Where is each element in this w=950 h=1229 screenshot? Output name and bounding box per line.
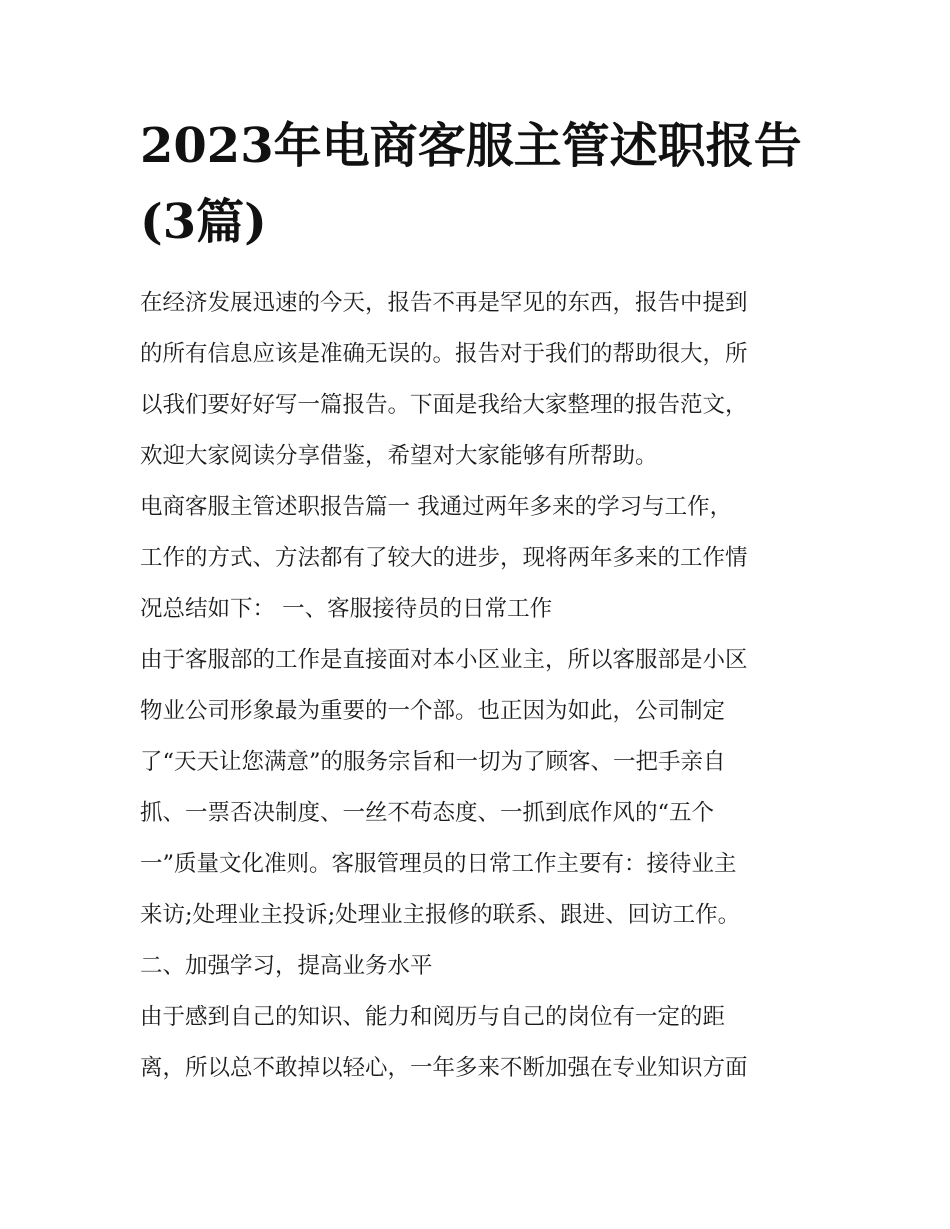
body-line-6: 工作的方式、方法都有了较大的进步，现将两年多来的工作情 xyxy=(140,545,748,571)
title-line-1: 2023年电商客服主管述职报告 xyxy=(140,118,802,174)
document-body xyxy=(140,278,820,1094)
body-line-7: 况总结如下： 一、客服接待员的日常工作 xyxy=(140,596,553,622)
body-line-16: 离，所以总不敢掉以轻心，一年多来不断加强在专业知识方面 xyxy=(140,1055,748,1081)
body-line-9: 物业公司形象最为重要的一个部。也正因为如此，公司制定 xyxy=(140,698,726,724)
body-line-14: 二、加强学习，提高业务水平 xyxy=(140,953,433,979)
body-line-8: 由于客服部的工作是直接面对本小区业主，所以客服部是小区 xyxy=(140,647,748,673)
title-line-2: (3篇) xyxy=(140,194,267,250)
body-line-15: 由于感到自己的知识、能力和阅历与自己的岗位有一定的距 xyxy=(140,1004,726,1030)
body-line-2: 的所有信息应该是准确无误的。报告对于我们的帮助很大，所 xyxy=(140,341,748,367)
body-line-12: 一”质量文化准则。客服管理员的日常工作主要有：接待业主 xyxy=(140,851,737,877)
body-line-10: 了“天天让您满意”的服务宗旨和一切为了顾客、一把手亲自 xyxy=(140,749,726,775)
body-line-4: 欢迎大家阅读分享借鉴，希望对大家能够有所帮助。 xyxy=(140,443,658,469)
body-line-13: 来访;处理业主投诉;处理业主报修的联系、跟进、回访工作。 xyxy=(140,902,741,928)
document-title xyxy=(140,108,820,260)
body-line-1: 在经济发展迅速的今天，报告不再是罕见的东西，报告中提到 xyxy=(140,290,748,316)
body-line-3: 以我们要好好写一篇报告。下面是我给大家整理的报告范文， xyxy=(140,392,748,418)
body-line-5: 电商客服主管述职报告篇一 我通过两年多来的学习与工作， xyxy=(140,494,733,520)
body-line-11: 抓、一票否决制度、一丝不苟态度、一抓到底作风的“五个 xyxy=(140,800,715,826)
